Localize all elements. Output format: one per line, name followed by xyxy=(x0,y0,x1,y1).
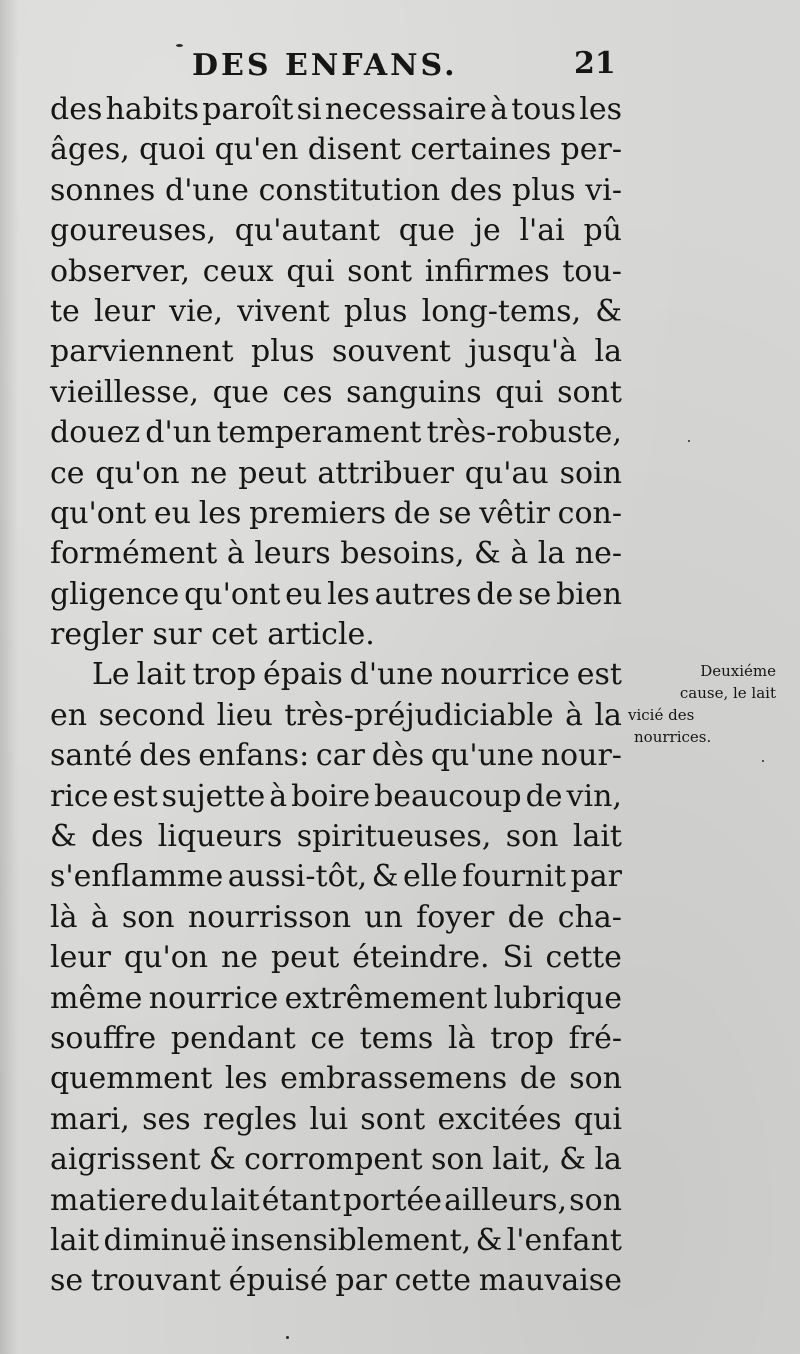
text-line: âges, quoi qu'en disent certaines per- xyxy=(50,132,622,168)
text-line: quemment les embrassemens de son xyxy=(50,1061,622,1097)
text-line: parviennent plus souvent jusqu'à la xyxy=(50,334,622,370)
text-line: formément à leurs besoins, & à la ne- xyxy=(50,536,622,572)
ink-speck xyxy=(286,1336,289,1339)
text-line: mari, ses regles lui sont excitées qui xyxy=(50,1101,622,1137)
text-line: douez d'un temperament très-robuste, xyxy=(50,415,622,451)
text-line: santé des enfans: car dès qu'une nour- xyxy=(50,738,622,774)
margin-note-line: nourrices. xyxy=(634,728,712,746)
text-line: ce qu'on ne peut attribuer qu'au soin xyxy=(50,455,622,491)
page-number: 21 xyxy=(574,46,616,81)
text-line: gligence qu'ont eu les autres de se bien xyxy=(50,576,622,612)
page-gutter-shadow xyxy=(0,0,18,1354)
paragraph-end-line: regler sur cet article. xyxy=(50,617,375,653)
text-line: en second lieu très-préjudiciable à la xyxy=(50,697,622,733)
text-line: s'enflamme aussi-tôt, & elle fournit par xyxy=(50,859,622,895)
text-line: te leur vie, vivent plus long-tems, & xyxy=(50,293,622,329)
margin-note xyxy=(626,660,776,748)
text-line: & des liqueurs spiritueuses, son lait xyxy=(50,819,622,855)
text-line: leur qu'on ne peut éteindre. Si cette xyxy=(50,940,622,976)
text-line: lait diminuë insensiblement, & l'enfant xyxy=(50,1222,622,1258)
text-line: observer, ceux qui sont infirmes tou- xyxy=(50,253,622,289)
text-line: des habits paroît si necessaire à tous les xyxy=(50,92,622,127)
text-line: là à son nourrisson un foyer de cha- xyxy=(50,899,622,935)
text-line: souffre pendant ce tems là trop fré- xyxy=(50,1020,622,1056)
text-line: goureuses, qu'autant que je l'ai pû xyxy=(50,213,622,249)
text-line: même nourrice extrêmement lubrique xyxy=(50,980,622,1016)
ink-speck xyxy=(176,44,183,47)
text-line: qu'ont eu les premiers de se vêtir con- xyxy=(50,495,622,531)
margin-note-line: Deuxiéme xyxy=(700,662,776,680)
ink-speck xyxy=(688,440,690,442)
text-line: sonnes d'une constitution des plus vi- xyxy=(50,172,622,208)
margin-note-line: cause, le lait xyxy=(679,684,776,702)
ink-speck xyxy=(762,760,764,762)
text-line: vieillesse, que ces sanguins qui sont xyxy=(50,374,622,410)
body-text xyxy=(50,90,622,1302)
margin-note-line: vicié des xyxy=(628,706,695,724)
text-line: aigrissent & corrompent son lait, & la xyxy=(50,1142,622,1178)
text-line: rice est sujette à boire beaucoup de vin, xyxy=(50,778,622,814)
text-line: matiere du lait étant portée ailleurs, son xyxy=(50,1182,622,1218)
paragraph-start-line: Le lait trop épais d'une nourrice est xyxy=(92,657,622,693)
running-head: DES ENFANS. xyxy=(192,48,458,83)
text-line: se trouvant épuisé par cette mauvaise xyxy=(50,1263,622,1299)
